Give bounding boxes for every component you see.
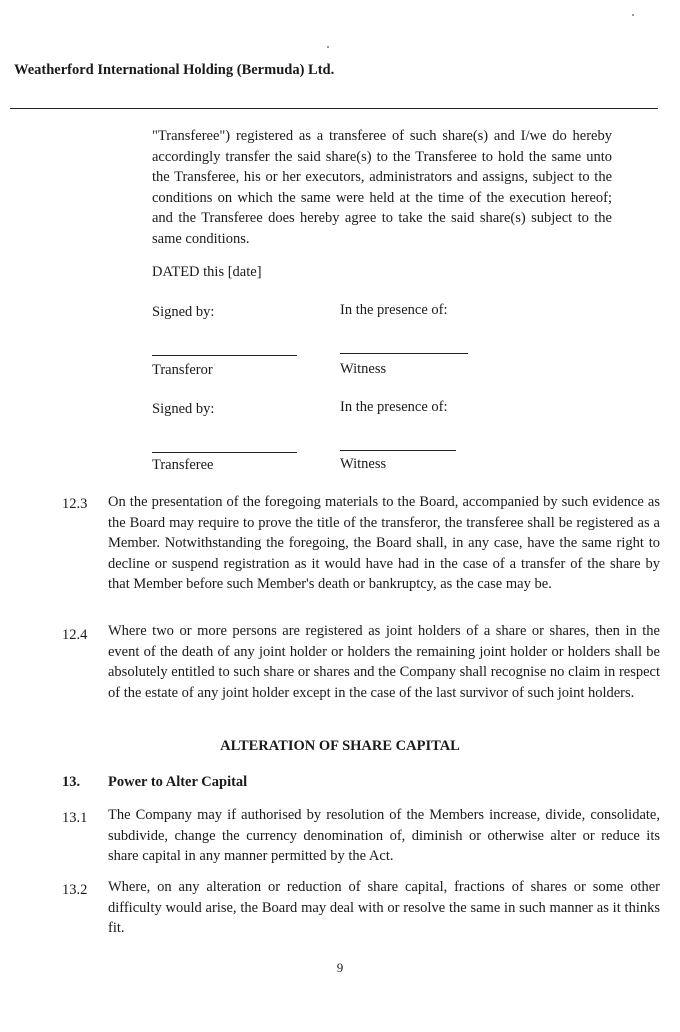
section-heading: ALTERATION OF SHARE CAPITAL xyxy=(220,738,460,754)
clause-12-3-text: On the presentation of the foregoing materials to the Board, accompanied by such evidence as the Board may require to prove the title of the transferor, the transferee shall be registered as a Member. Notwithstanding the foregoing, the Board shall, in any case, have the same right to decline or suspend registration as it would have had in the case of a transfer of the share by that Member before such Member's death or bankruptcy, as the case may be. xyxy=(108,494,660,593)
witness-signature-line xyxy=(340,353,468,354)
witness-label: Witness xyxy=(340,361,387,377)
clause-12-4-text: Where two or more persons are registered as joint holders of a share or shares, then in the event of the death of any joint holder or holders the remaining joint holder or holders shall be absolutely entitled to such share or shares and the Company shall recognise no claim in respect of the estate of any joint holder except in the case of the last survivor of such joint holders. xyxy=(108,623,660,701)
clause-number: 13.2 xyxy=(62,882,88,898)
transfer-form-continuation: "Transferee") registered as a transferee of such share(s) and I/we do hereby accordingly transfer the said share(s) to the Transferee to hold the same unto the Transferee, his or her executors, administrators and assigns, subject to the conditions on which the same were held at the time of the execution hereof; and the Transferee does hereby agree to take the said share(s) subject to the same conditions. xyxy=(152,128,612,247)
transferee-label: Transferee xyxy=(152,457,214,473)
clause-13-1-text: The Company may if authorised by resolution of the Members increase, divide, consolidate, subdivide, change the currency denomination of, diminish or otherwise alter or reduce its share capital in any manner permitted by the Act. xyxy=(108,807,660,865)
witness-label: Witness xyxy=(340,456,387,472)
clause-13-2-text: Where, on any alteration or reduction of share capital, fractions of shares or some other difficulty would arise, the Board may deal with or resolve the same in such manner as it thinks fit. xyxy=(108,879,660,937)
presence-label: In the presence of: xyxy=(340,302,448,318)
dated-line: DATED this [date] xyxy=(152,264,262,280)
clause-number: 12.3 xyxy=(62,496,88,512)
section-13-title: Power to Alter Capital xyxy=(108,774,248,790)
presence-label: In the presence of: xyxy=(340,399,448,415)
clause-number: 12.4 xyxy=(62,627,88,643)
scan-speck xyxy=(327,46,329,48)
transferor-signature-line xyxy=(152,355,297,356)
document-header-company: Weatherford International Holding (Bermuda) Ltd. xyxy=(14,62,335,78)
transferee-signature-line xyxy=(152,452,297,453)
header-rule xyxy=(10,108,658,109)
clause-number: 13.1 xyxy=(62,810,88,826)
scan-speck xyxy=(632,14,634,16)
page-number: 9 xyxy=(336,960,344,975)
signed-by-label: Signed by: xyxy=(152,304,215,320)
signed-by-label: Signed by: xyxy=(152,401,215,417)
section-13-number: 13. xyxy=(62,774,81,790)
transferor-label: Transferor xyxy=(152,362,213,378)
witness-signature-line xyxy=(340,450,456,451)
